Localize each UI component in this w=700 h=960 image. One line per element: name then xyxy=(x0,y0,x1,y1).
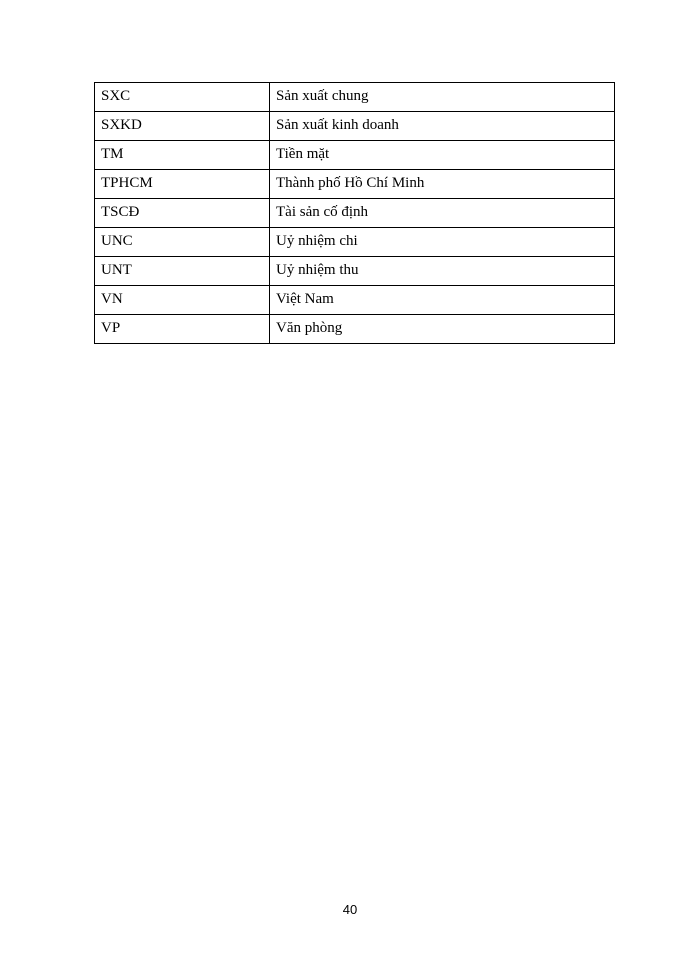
abbreviation-code: UNT xyxy=(95,257,270,286)
abbreviation-meaning: Tài sản cố định xyxy=(270,199,615,228)
abbreviation-code: VP xyxy=(95,315,270,344)
table-row xyxy=(95,286,615,315)
abbreviation-code: TM xyxy=(95,141,270,170)
abbreviation-code: SXC xyxy=(95,83,270,112)
abbreviation-meaning: Văn phòng xyxy=(270,315,615,344)
table-row xyxy=(95,112,615,141)
abbreviation-meaning: Thành phố Hồ Chí Minh xyxy=(270,170,615,199)
table-row xyxy=(95,141,615,170)
abbreviation-meaning: Sản xuất chung xyxy=(270,83,615,112)
table-row xyxy=(95,170,615,199)
table-row xyxy=(95,315,615,344)
page-number: 40 xyxy=(342,902,358,917)
abbreviation-code: TPHCM xyxy=(95,170,270,199)
abbreviation-table xyxy=(94,82,615,344)
table-row xyxy=(95,228,615,257)
abbreviation-meaning: Tiền mặt xyxy=(270,141,615,170)
abbreviation-meaning: Uỷ nhiệm chi xyxy=(270,228,615,257)
abbreviation-code: TSCĐ xyxy=(95,199,270,228)
abbreviation-code: UNC xyxy=(95,228,270,257)
abbreviation-code: SXKD xyxy=(95,112,270,141)
abbreviation-meaning: Việt Nam xyxy=(270,286,615,315)
abbreviation-meaning: Sản xuất kinh doanh xyxy=(270,112,615,141)
table-row xyxy=(95,199,615,228)
abbreviation-meaning: Uỷ nhiệm thu xyxy=(270,257,615,286)
table-row xyxy=(95,257,615,286)
abbreviation-code: VN xyxy=(95,286,270,315)
table-row xyxy=(95,83,615,112)
